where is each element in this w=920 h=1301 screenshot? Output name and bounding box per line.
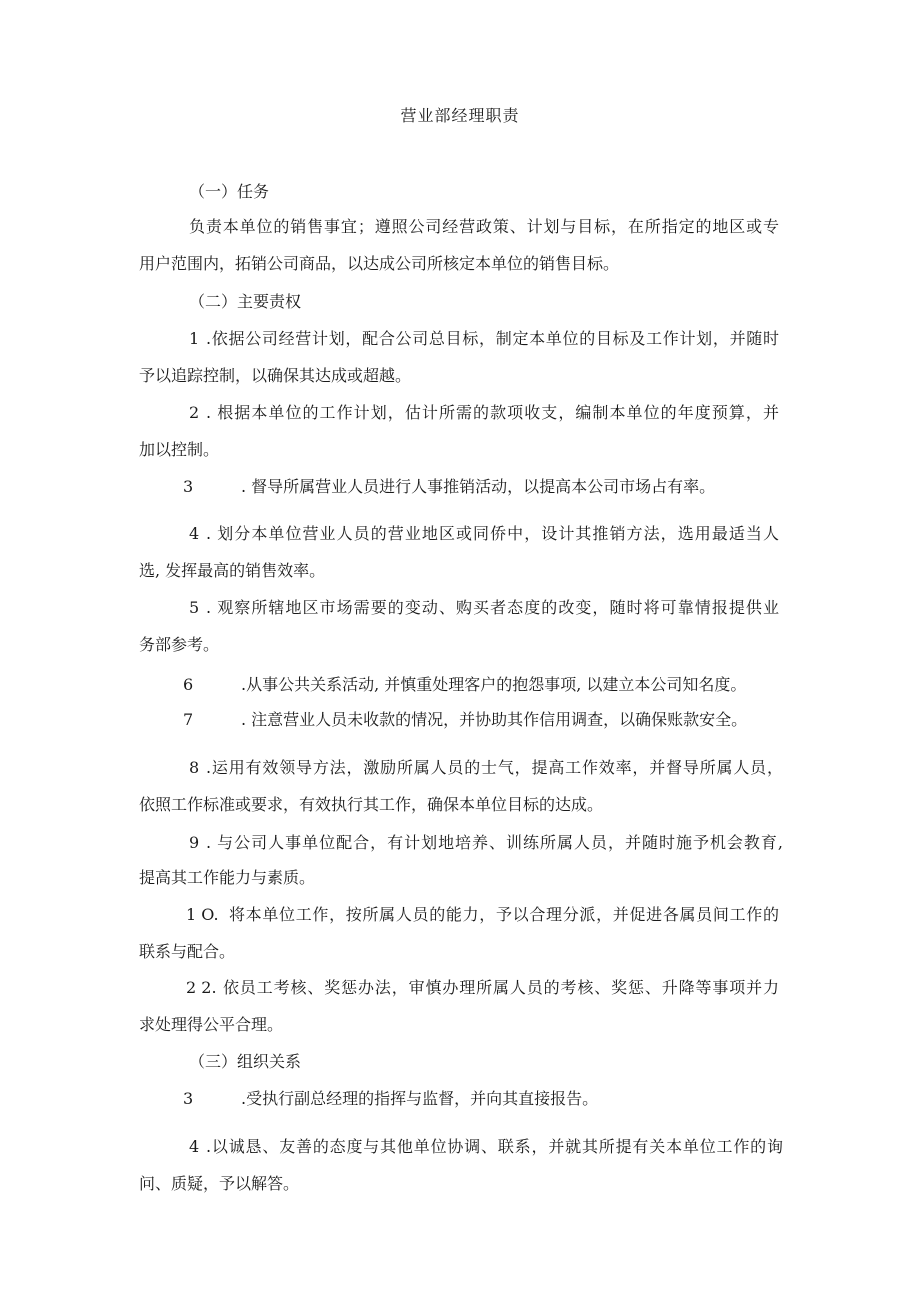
list-item-number: 9 xyxy=(189,833,200,852)
list-item-line: 依员工考核、奖惩办法，审慎办理所属人员的考核、奖惩、升降等事项并力 xyxy=(223,978,779,997)
list-item-line: . 督导所属营业人员进行人事推销活动，以提高本公司市场占有率。 xyxy=(241,477,716,496)
section-heading: （二）主要责权 xyxy=(189,292,302,311)
list-item-number: 2 xyxy=(189,403,200,422)
list-item-line: .依据公司经营计划，配合公司总目标，制定本单位的目标及工作计划，并随时 xyxy=(206,329,779,348)
list-item-number: 5 xyxy=(189,598,200,617)
list-item-line: 选, 发挥最高的销售效率。 xyxy=(139,561,326,580)
list-item-number: 4 xyxy=(189,1137,200,1156)
list-item-number: 1 xyxy=(189,329,200,348)
list-item-line: 予以追踪控制，以确保其达成或超越。 xyxy=(139,366,412,385)
paragraph-line: 负责本单位的销售事宜；遵照公司经营政策、计划与目标，在所指定的地区或专 xyxy=(189,217,779,236)
list-item-line: .运用有效领导方法，激励所属人员的士气，提高工作效率，并督导所属人员， xyxy=(206,758,783,777)
list-item-line: 依照工作标准或要求，有效执行其工作，确保本单位目标的达成。 xyxy=(139,795,604,814)
list-item-number: 7 xyxy=(183,710,194,729)
list-item-number: 2 2. xyxy=(186,978,217,997)
paragraph-line: 用户范围内，拓销公司商品，以达成公司所核定本单位的销售目标。 xyxy=(139,254,620,273)
list-item-line: 求处理得公平合理。 xyxy=(139,1015,284,1034)
list-item-line: 提高其工作能力与素质。 xyxy=(139,868,316,887)
list-item-line: .从事公共关系活动, 并慎重处理客户的抱怨事项, 以建立本公司知名度。 xyxy=(241,675,747,694)
list-item-line: 问、质疑，予以解答。 xyxy=(139,1174,300,1193)
list-item-number: 6 xyxy=(183,675,194,694)
section-heading: （三）组织关系 xyxy=(189,1052,302,1071)
list-item-line: 务部参考。 xyxy=(139,635,220,654)
list-item-line: . 注意营业人员未收款的情况，并协助其作信用调查，以确保账款安全。 xyxy=(241,710,748,729)
document-title: 营业部经理职责 xyxy=(400,106,520,125)
list-item-number: 3 xyxy=(183,1089,194,1108)
list-item-line: . 观察所辖地区市场需要的变动、购买者态度的改变，随时将可靠情报提供业 xyxy=(206,598,779,617)
list-item-line: 加以控制。 xyxy=(139,440,220,459)
list-item-line: .以诚恳、友善的态度与其他单位协调、联系，并就其所提有关本单位工作的询 xyxy=(206,1137,783,1156)
list-item-line: .受执行副总经理的指挥与监督，并向其直接报告。 xyxy=(241,1089,599,1108)
list-item-line: 将本单位工作，按所属人员的能力，予以合理分派，并促进各属员间工作的 xyxy=(229,905,779,924)
list-item-number: 3 xyxy=(183,477,194,496)
list-item-line: . 与公司人事单位配合，有计划地培养、训练所属人员，并随时施予机会教育, xyxy=(206,833,783,852)
list-item-number: 8 xyxy=(189,758,200,777)
list-item-line: . 划分本单位营业人员的营业地区或同侨中，设计其推销方法，选用最适当人 xyxy=(206,524,779,543)
list-item-number: 4 xyxy=(189,524,200,543)
list-item-line: 联系与配合。 xyxy=(139,942,236,961)
list-item-number: 1 O. xyxy=(186,905,219,924)
section-heading: （一）任务 xyxy=(189,182,270,201)
list-item-line: . 根据本单位的工作计划，估计所需的款项收支，编制本单位的年度预算，并 xyxy=(206,403,779,422)
